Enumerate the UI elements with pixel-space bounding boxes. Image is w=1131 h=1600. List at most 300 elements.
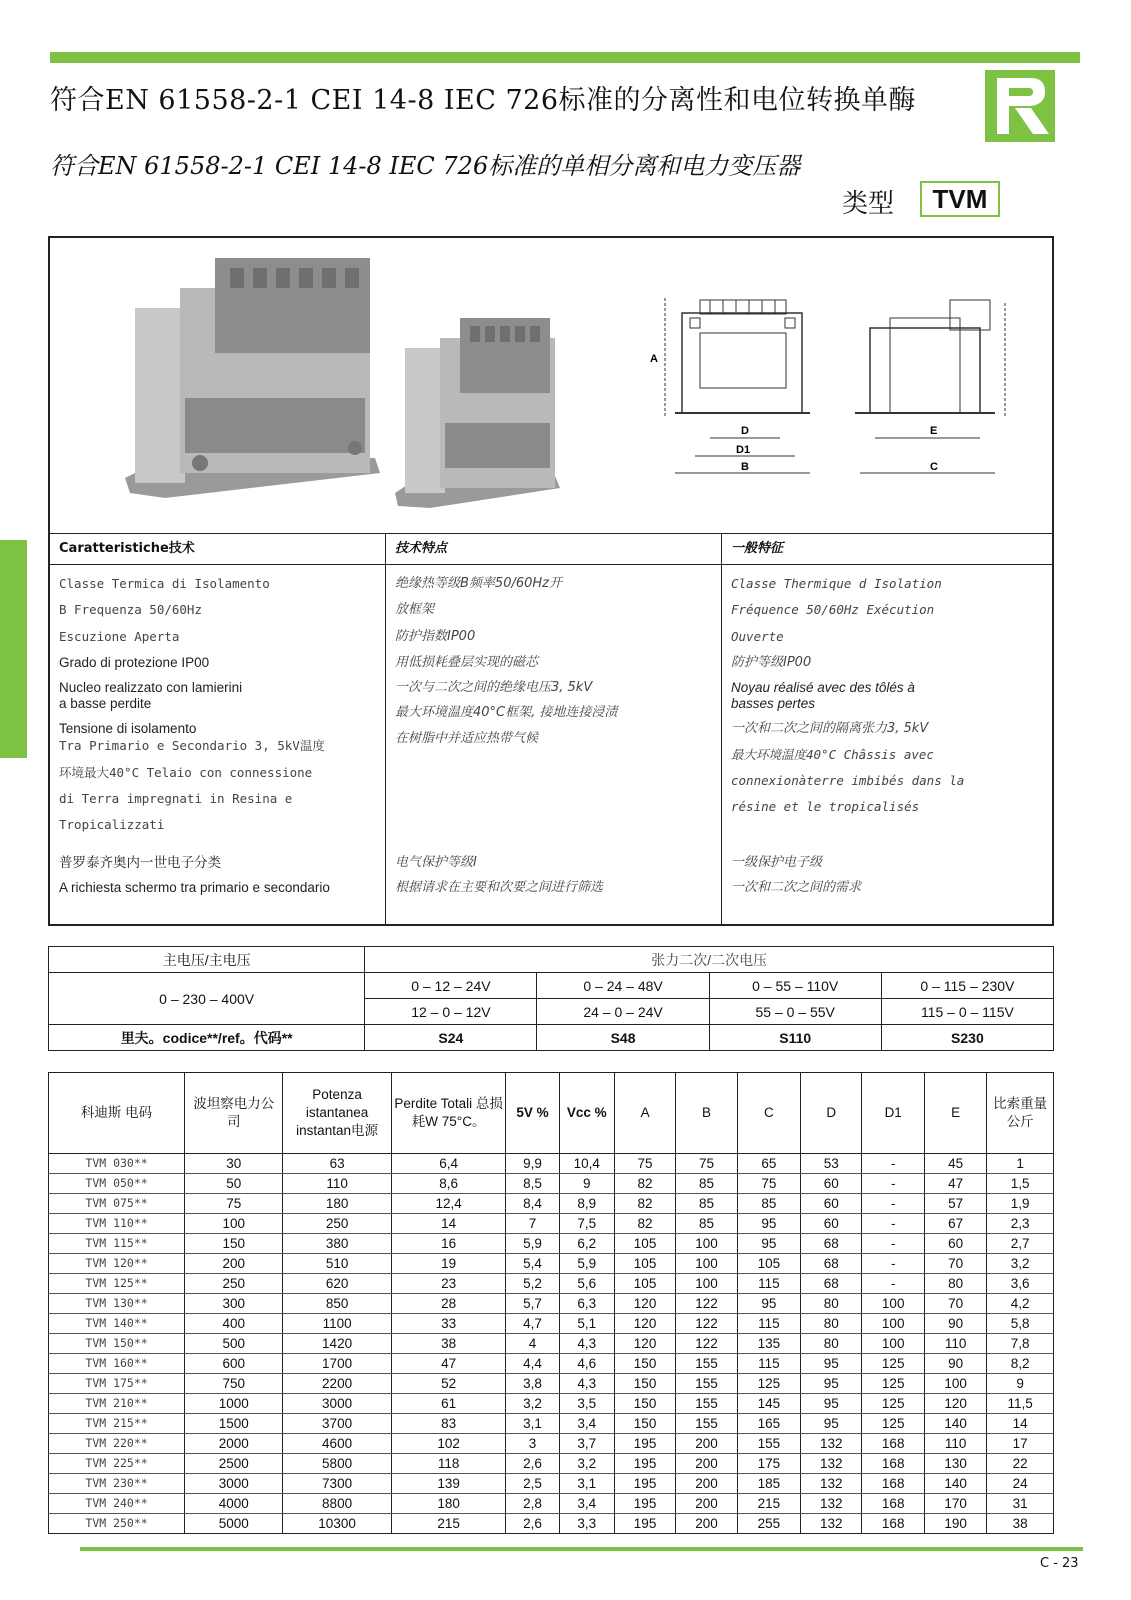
feature-item: 根据请求在主要和次要之间进行筛选 — [395, 880, 604, 895]
spec-cell: 110 — [924, 1334, 986, 1354]
spec-cell: 12,4 — [391, 1194, 506, 1214]
spec-cell: 200 — [676, 1494, 737, 1514]
spec-cell: 33 — [391, 1314, 506, 1334]
spec-cell: 3,2 — [506, 1394, 559, 1414]
spec-cell: 200 — [676, 1514, 737, 1534]
feature-item: basses pertes — [731, 696, 816, 711]
spec-cell: 100 — [862, 1314, 924, 1334]
spec-cell: 5,2 — [506, 1274, 559, 1294]
model-code-cell: TVM 250** — [49, 1514, 185, 1534]
spec-cell: 63 — [283, 1154, 391, 1174]
spec-header-cell: C — [737, 1073, 800, 1154]
spec-cell: 1000 — [185, 1394, 283, 1414]
secondary-voltage-cell: 0 – 24 – 48V — [537, 973, 709, 999]
spec-cell: - — [862, 1174, 924, 1194]
spec-cell: 3,6 — [987, 1274, 1054, 1294]
spec-cell: 250 — [185, 1274, 283, 1294]
features-col-header: 技术特点 — [386, 534, 721, 565]
spec-cell: 75 — [185, 1194, 283, 1214]
spec-cell: 85 — [737, 1194, 800, 1214]
model-code-cell: TVM 240** — [49, 1494, 185, 1514]
spec-cell: 215 — [391, 1514, 506, 1534]
spec-cell: 100 — [862, 1294, 924, 1314]
spec-cell: 750 — [185, 1374, 283, 1394]
spec-cell: 5,9 — [559, 1254, 614, 1274]
spec-cell: 168 — [862, 1454, 924, 1474]
spec-cell: 255 — [737, 1514, 800, 1534]
voltage-table — [48, 946, 1054, 1051]
feature-item: 防护等级IP00 — [731, 655, 812, 670]
spec-cell: 2,3 — [987, 1214, 1054, 1234]
table-row — [49, 1514, 1054, 1534]
spec-cell: 95 — [801, 1354, 862, 1374]
spec-cell: 19 — [391, 1254, 506, 1274]
dimension-drawing — [620, 288, 1040, 488]
spec-cell: 80 — [924, 1274, 986, 1294]
spec-cell: 115 — [737, 1314, 800, 1334]
spec-cell: 14 — [987, 1414, 1054, 1434]
spec-cell: 14 — [391, 1214, 506, 1234]
spec-cell: 8,9 — [559, 1194, 614, 1214]
spec-cell: 22 — [987, 1454, 1054, 1474]
spec-cell: 60 — [801, 1214, 862, 1234]
feature-item: 环境最大40°C Telaio con connessione — [59, 765, 313, 780]
spec-cell: 150 — [614, 1354, 675, 1374]
spec-cell: 150 — [614, 1414, 675, 1434]
feature-item: 放框架 — [395, 602, 435, 617]
spec-cell: 8,5 — [506, 1174, 559, 1194]
feature-item: 一级保护电子级 — [731, 855, 823, 870]
spec-cell: 190 — [924, 1514, 986, 1534]
spec-cell: 3,4 — [559, 1414, 614, 1434]
side-tab — [0, 540, 27, 758]
spec-cell: 70 — [924, 1294, 986, 1314]
spec-cell: 3000 — [283, 1394, 391, 1414]
spec-header-cell: B — [676, 1073, 737, 1154]
spec-cell: 4 — [506, 1334, 559, 1354]
code-cell: S230 — [881, 1025, 1053, 1051]
model-code-cell: TVM 210** — [49, 1394, 185, 1414]
spec-cell: 60 — [801, 1174, 862, 1194]
feature-item: di Terra impregnati in Resina e — [59, 791, 293, 806]
spec-header-cell: A — [614, 1073, 675, 1154]
spec-cell: 1 — [987, 1154, 1054, 1174]
spec-cell: 140 — [924, 1474, 986, 1494]
spec-cell: 115 — [737, 1354, 800, 1374]
spec-header-cell: 波坦察电力公司 — [185, 1073, 283, 1154]
spec-cell: 53 — [801, 1154, 862, 1174]
spec-cell: 120 — [614, 1314, 675, 1334]
spec-header-cell: D1 — [862, 1073, 924, 1154]
spec-cell: 60 — [801, 1194, 862, 1214]
spec-cell: 83 — [391, 1414, 506, 1434]
model-code-cell: TVM 220** — [49, 1434, 185, 1454]
spec-cell: 6,2 — [559, 1234, 614, 1254]
spec-cell: 140 — [924, 1414, 986, 1434]
product-info-box — [48, 236, 1054, 926]
spec-cell: 45 — [924, 1154, 986, 1174]
spec-cell: 3,1 — [559, 1474, 614, 1494]
spec-cell: 2,6 — [506, 1514, 559, 1534]
spec-cell: 90 — [924, 1314, 986, 1334]
spec-cell: 16 — [391, 1234, 506, 1254]
table-row — [49, 1214, 1054, 1234]
table-row — [49, 1294, 1054, 1314]
spec-cell: 67 — [924, 1214, 986, 1234]
feature-item: 用低损耗叠层实现的磁芯 — [395, 655, 539, 670]
spec-cell: 132 — [801, 1514, 862, 1534]
spec-cell: 30 — [185, 1154, 283, 1174]
spec-cell: 7,5 — [559, 1214, 614, 1234]
spec-cell: 50 — [185, 1174, 283, 1194]
model-code-cell: TVM 075** — [49, 1194, 185, 1214]
spec-cell: 250 — [283, 1214, 391, 1234]
spec-cell: 3,3 — [559, 1514, 614, 1534]
spec-cell: 75 — [676, 1154, 737, 1174]
spec-cell: 168 — [862, 1434, 924, 1454]
spec-cell: 2,5 — [506, 1474, 559, 1494]
spec-cell: 1500 — [185, 1414, 283, 1434]
spec-cell: 80 — [801, 1314, 862, 1334]
model-code-cell: TVM 150** — [49, 1334, 185, 1354]
spec-cell: 68 — [801, 1234, 862, 1254]
model-code-cell: TVM 230** — [49, 1474, 185, 1494]
spec-cell: 2000 — [185, 1434, 283, 1454]
spec-cell: 195 — [614, 1514, 675, 1534]
spec-cell: 132 — [801, 1454, 862, 1474]
spec-cell: 100 — [676, 1254, 737, 1274]
model-code-cell: TVM 225** — [49, 1454, 185, 1474]
spec-cell: 47 — [391, 1354, 506, 1374]
spec-table-header-row — [49, 1073, 1054, 1154]
table-row — [49, 1174, 1054, 1194]
spec-cell: 139 — [391, 1474, 506, 1494]
secondary-voltage-cell: 0 – 12 – 24V — [365, 973, 537, 999]
spec-cell: 100 — [676, 1234, 737, 1254]
spec-cell: 125 — [862, 1414, 924, 1434]
model-code-cell: TVM 175** — [49, 1374, 185, 1394]
spec-cell: 120 — [614, 1334, 675, 1354]
dim-label-b: B — [741, 461, 749, 473]
spec-cell: 102 — [391, 1434, 506, 1454]
spec-cell: 105 — [614, 1274, 675, 1294]
spec-cell: 130 — [924, 1454, 986, 1474]
spec-cell: 17 — [987, 1434, 1054, 1454]
table-row — [49, 1434, 1054, 1454]
spec-cell: 105 — [614, 1254, 675, 1274]
model-code-cell: TVM 030** — [49, 1154, 185, 1174]
spec-cell: 155 — [737, 1434, 800, 1454]
feature-item: Noyau réalisé avec des tôlés à — [731, 680, 915, 695]
spec-cell: 61 — [391, 1394, 506, 1414]
spec-cell: 200 — [676, 1474, 737, 1494]
table-row — [49, 1414, 1054, 1434]
spec-cell: 132 — [801, 1474, 862, 1494]
model-code-cell: TVM 115** — [49, 1234, 185, 1254]
spec-cell: 125 — [862, 1354, 924, 1374]
spec-cell: 95 — [801, 1374, 862, 1394]
feature-item: Classe Termica di Isolamento — [59, 576, 270, 591]
spec-cell: 68 — [801, 1254, 862, 1274]
spec-cell: 3,4 — [559, 1494, 614, 1514]
model-code-cell: TVM 120** — [49, 1254, 185, 1274]
spec-cell: 7 — [506, 1214, 559, 1234]
feature-item: Fréquence 50/60Hz Exécution — [731, 602, 935, 617]
spec-table — [48, 1072, 1054, 1534]
feature-item: Nucleo realizzato con lamierini — [59, 680, 243, 695]
model-code-cell: TVM 130** — [49, 1294, 185, 1314]
spec-cell: 180 — [391, 1494, 506, 1514]
spec-cell: 195 — [614, 1494, 675, 1514]
spec-cell: 9 — [559, 1174, 614, 1194]
spec-cell: 155 — [676, 1354, 737, 1374]
spec-cell: 122 — [676, 1314, 737, 1334]
spec-cell: 70 — [924, 1254, 986, 1274]
spec-cell: 4,3 — [559, 1374, 614, 1394]
spec-header-cell: Perdite Totali 总损耗W 75°C。 — [391, 1073, 506, 1154]
table-row — [49, 1374, 1054, 1394]
model-code-cell: TVM 215** — [49, 1414, 185, 1434]
feature-item: 一次和二次之间的隔离张力3, 5kV — [731, 721, 929, 736]
spec-cell: 82 — [614, 1214, 675, 1234]
feature-item: 最大环境温度40°C框架, 接地连接浸渍 — [395, 705, 618, 720]
spec-cell: 850 — [283, 1294, 391, 1314]
model-code-cell: TVM 140** — [49, 1314, 185, 1334]
feature-item: B Frequenza 50/60Hz — [59, 602, 202, 617]
spec-cell: 132 — [801, 1434, 862, 1454]
table-row — [49, 1334, 1054, 1354]
table-row — [49, 1454, 1054, 1474]
spec-cell: 4,7 — [506, 1314, 559, 1334]
spec-cell: 185 — [737, 1474, 800, 1494]
spec-cell: 8,4 — [506, 1194, 559, 1214]
model-code-cell: TVM 125** — [49, 1274, 185, 1294]
spec-cell: 135 — [737, 1334, 800, 1354]
spec-cell: 85 — [676, 1194, 737, 1214]
spec-cell: 200 — [676, 1454, 737, 1474]
secondary-voltage-cell: 115 – 0 – 115V — [881, 999, 1053, 1025]
spec-cell: 68 — [801, 1274, 862, 1294]
type-badge: TVM — [920, 181, 1000, 217]
spec-cell: 7,8 — [987, 1334, 1054, 1354]
spec-cell: 75 — [614, 1154, 675, 1174]
spec-cell: 60 — [924, 1234, 986, 1254]
feature-item: a basse perdite — [59, 696, 152, 711]
page-title: 符合EN 61558-2-1 CEI 14-8 IEC 726标准的分离性和电位转换单酶 — [50, 85, 916, 116]
table-row — [49, 1494, 1054, 1514]
table-row — [49, 1474, 1054, 1494]
spec-cell: 180 — [283, 1194, 391, 1214]
spec-cell: 10300 — [283, 1514, 391, 1534]
spec-cell: 155 — [676, 1374, 737, 1394]
primary-voltage-header: 主电压/主电压 — [49, 947, 365, 973]
secondary-voltage-cell: 0 – 55 – 110V — [709, 973, 881, 999]
spec-cell: 85 — [676, 1174, 737, 1194]
table-row — [49, 1314, 1054, 1334]
spec-cell: 155 — [676, 1394, 737, 1414]
spec-cell: 95 — [801, 1394, 862, 1414]
spec-cell: 150 — [614, 1374, 675, 1394]
features-col-chinese — [386, 534, 722, 925]
dim-label-c: C — [930, 461, 938, 473]
spec-cell: 100 — [924, 1374, 986, 1394]
spec-cell: 100 — [676, 1274, 737, 1294]
spec-header-cell: D — [801, 1073, 862, 1154]
spec-cell: 80 — [801, 1334, 862, 1354]
page-subtitle: 符合EN 61558-2-1 CEI 14-8 IEC 726标准的单相分离和电力变压器 — [50, 152, 801, 180]
feature-item: 电气保护等级I — [395, 855, 477, 870]
feature-item: Grado di protezione IP00 — [59, 655, 210, 670]
spec-cell: 5,4 — [506, 1254, 559, 1274]
code-cell: S110 — [709, 1025, 881, 1051]
secondary-voltage-cell: 55 – 0 – 55V — [709, 999, 881, 1025]
spec-cell: 1,5 — [987, 1174, 1054, 1194]
spec-cell: 52 — [391, 1374, 506, 1394]
spec-cell: 6,4 — [391, 1154, 506, 1174]
features-col-header: 一般特征 — [722, 534, 1052, 565]
spec-cell: 150 — [614, 1394, 675, 1414]
spec-cell: 7300 — [283, 1474, 391, 1494]
spec-cell: 82 — [614, 1194, 675, 1214]
top-accent-bar — [50, 52, 1080, 63]
spec-cell: 5,8 — [987, 1314, 1054, 1334]
spec-cell: 215 — [737, 1494, 800, 1514]
spec-cell: 57 — [924, 1194, 986, 1214]
spec-cell: 8800 — [283, 1494, 391, 1514]
feature-item: A richiesta schermo tra primario e secondario — [59, 880, 330, 895]
spec-cell: 120 — [924, 1394, 986, 1414]
code-cell: S24 — [365, 1025, 537, 1051]
table-row — [49, 1254, 1054, 1274]
spec-cell: 24 — [987, 1474, 1054, 1494]
spec-cell: 8,6 — [391, 1174, 506, 1194]
spec-cell: 3000 — [185, 1474, 283, 1494]
spec-cell: 5800 — [283, 1454, 391, 1474]
spec-cell: 195 — [614, 1474, 675, 1494]
spec-cell: 200 — [676, 1434, 737, 1454]
spec-cell: 195 — [614, 1434, 675, 1454]
spec-cell: 31 — [987, 1494, 1054, 1514]
spec-cell: 2,7 — [987, 1234, 1054, 1254]
spec-cell: 165 — [737, 1414, 800, 1434]
feature-item: 最大环境温度40°C Châssis avec — [731, 747, 934, 762]
spec-cell: 110 — [283, 1174, 391, 1194]
model-code-cell: TVM 160** — [49, 1354, 185, 1374]
spec-cell: 47 — [924, 1174, 986, 1194]
spec-cell: 122 — [676, 1334, 737, 1354]
spec-cell: 195 — [614, 1454, 675, 1474]
spec-cell: 11,5 — [987, 1394, 1054, 1414]
feature-item: 绝缘热等级B频率50/60Hz开 — [395, 576, 562, 591]
spec-cell: - — [862, 1214, 924, 1234]
spec-cell: 168 — [862, 1514, 924, 1534]
spec-cell: - — [862, 1254, 924, 1274]
spec-cell: 145 — [737, 1394, 800, 1414]
feature-item: 在树脂中并适应热带气候 — [395, 731, 539, 746]
table-row — [49, 1234, 1054, 1254]
spec-cell: 4,6 — [559, 1354, 614, 1374]
feature-item: 一次和二次之间的需求 — [731, 880, 862, 895]
spec-cell: 9 — [987, 1374, 1054, 1394]
features-col-french — [722, 534, 1052, 925]
spec-cell: 8,2 — [987, 1354, 1054, 1374]
spec-cell: 125 — [862, 1394, 924, 1414]
spec-cell: 2200 — [283, 1374, 391, 1394]
spec-cell: - — [862, 1274, 924, 1294]
spec-cell: 4,2 — [987, 1294, 1054, 1314]
spec-cell: 100 — [185, 1214, 283, 1234]
spec-cell: 3 — [506, 1434, 559, 1454]
spec-cell: 1420 — [283, 1334, 391, 1354]
table-row — [49, 1394, 1054, 1414]
feature-item: Tropicalizzati — [59, 817, 165, 832]
spec-cell: 2,8 — [506, 1494, 559, 1514]
secondary-voltage-cell: 24 – 0 – 24V — [537, 999, 709, 1025]
spec-header-cell: 科迪斯 电码 — [49, 1073, 185, 1154]
dim-label-d1: D1 — [736, 444, 751, 456]
features-col-header: Caratteristiche技术 — [50, 534, 385, 565]
spec-cell: 100 — [862, 1334, 924, 1354]
spec-cell: 200 — [185, 1254, 283, 1274]
spec-cell: 620 — [283, 1274, 391, 1294]
spec-cell: 82 — [614, 1174, 675, 1194]
code-label: 里夫。codice**/ref。代码** — [49, 1025, 365, 1051]
spec-cell: - — [862, 1194, 924, 1214]
spec-cell: 1100 — [283, 1314, 391, 1334]
spec-cell: 400 — [185, 1314, 283, 1334]
spec-cell: 168 — [862, 1494, 924, 1514]
spec-cell: 2500 — [185, 1454, 283, 1474]
secondary-voltage-cell: 0 – 115 – 230V — [881, 973, 1053, 999]
transformer-large-image — [85, 248, 385, 518]
spec-header-cell: E — [924, 1073, 986, 1154]
spec-cell: - — [862, 1234, 924, 1254]
spec-cell: 1,9 — [987, 1194, 1054, 1214]
spec-cell: 115 — [737, 1274, 800, 1294]
spec-cell: 85 — [676, 1214, 737, 1234]
spec-cell: 300 — [185, 1294, 283, 1314]
feature-item: Classe Thermique d Isolation — [731, 576, 942, 591]
spec-cell: 3,5 — [559, 1394, 614, 1414]
bottom-accent-bar — [80, 1547, 1083, 1551]
spec-cell: 4000 — [185, 1494, 283, 1514]
spec-cell: 105 — [614, 1234, 675, 1254]
spec-cell: 3,7 — [559, 1434, 614, 1454]
spec-cell: 38 — [391, 1334, 506, 1354]
spec-cell: 2,6 — [506, 1454, 559, 1474]
features-section — [50, 533, 1052, 925]
dim-label-d: D — [741, 425, 749, 437]
spec-cell: 75 — [737, 1174, 800, 1194]
spec-cell: 5,1 — [559, 1314, 614, 1334]
spec-cell: 3,1 — [506, 1414, 559, 1434]
dim-label-e: E — [930, 425, 938, 437]
spec-cell: 125 — [862, 1374, 924, 1394]
secondary-voltage-cell: 12 – 0 – 12V — [365, 999, 537, 1025]
spec-cell: 80 — [801, 1294, 862, 1314]
spec-cell: 6,3 — [559, 1294, 614, 1314]
type-label: 类型 — [842, 189, 895, 219]
spec-cell: 5,6 — [559, 1274, 614, 1294]
feature-item: Escuzione Aperta — [59, 629, 180, 644]
spec-cell: 155 — [676, 1414, 737, 1434]
code-cell: S48 — [537, 1025, 709, 1051]
spec-cell: 4600 — [283, 1434, 391, 1454]
spec-cell: 95 — [737, 1214, 800, 1234]
spec-cell: 9,9 — [506, 1154, 559, 1174]
spec-cell: 3,2 — [559, 1454, 614, 1474]
transformer-small-image — [360, 308, 570, 518]
